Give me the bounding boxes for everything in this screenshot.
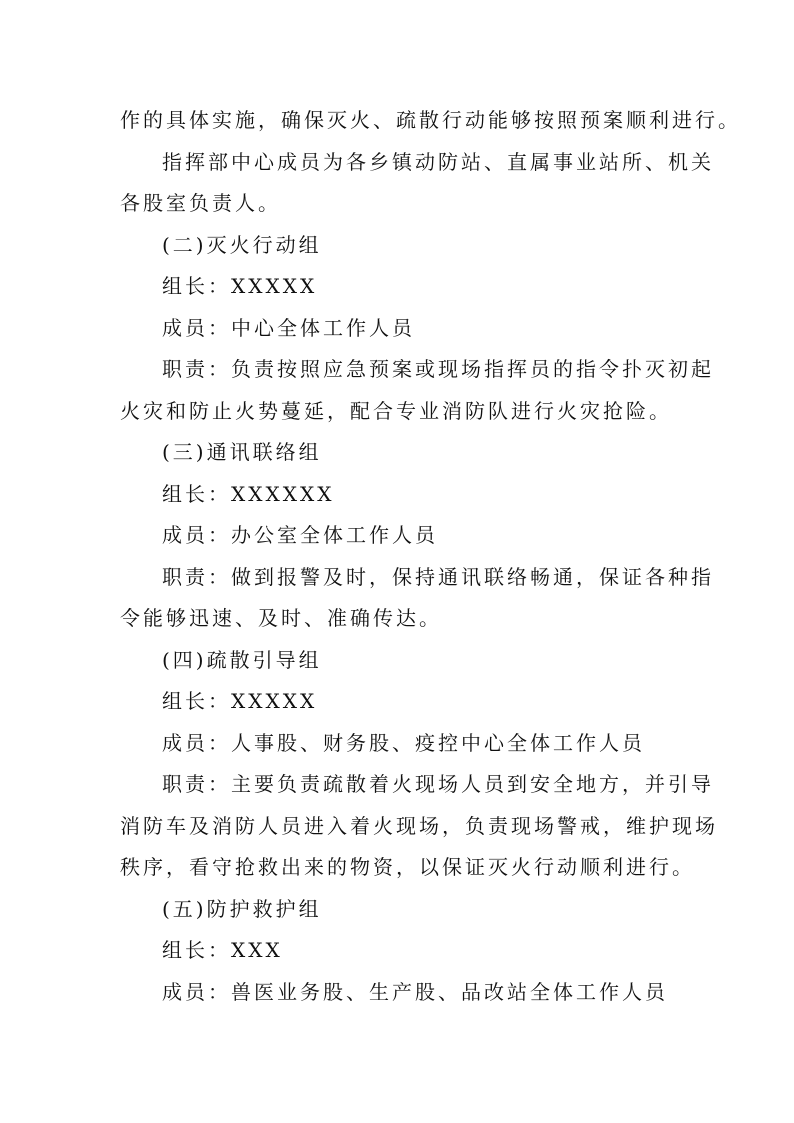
body-text-line: 作的具体实施，确保灭火、疏散行动能够按照预案顺利进行。 (120, 108, 741, 132)
body-text-line: 令能够迅速、及时、准确传达。 (120, 606, 442, 630)
paragraph-first-line: 指挥部中心成员为各乡镇动防站、直属事业站所、机关 (162, 149, 714, 174)
section-heading: (二)灭火行动组 (162, 232, 322, 257)
section-heading: (四)疏散引导组 (162, 647, 322, 672)
body-text-line: 火灾和防止火势蔓延，配合专业消防队进行火灾抢险。 (120, 398, 672, 423)
body-text-line: 各股室负责人。 (120, 191, 281, 215)
group-members-line: 成员：兽医业务股、生产股、品改站全体工作人员 (162, 979, 668, 1004)
group-leader-line: 组长：XXXXX (162, 689, 318, 713)
group-duties-line: 职责：负责按照应急预案或现场指挥员的指令扑灭初起 (162, 357, 714, 381)
group-leader-line: 组长：XXXXX (162, 274, 318, 298)
group-leader-line: 组长：XXX (162, 938, 283, 962)
section-heading: (五)防护救护组 (162, 896, 322, 921)
group-members-line: 成员：办公室全体工作人员 (162, 523, 438, 547)
section-heading: (三)通讯联络组 (162, 440, 322, 464)
group-duties-line: 职责：做到报警及时，保持通讯联络畅通，保证各种指 (162, 564, 714, 589)
group-duties-line: 职责：主要负责疏散着火现场人员到安全地方，并引导 (162, 772, 714, 796)
group-leader-line: 组长：XXXXXX (162, 481, 335, 506)
body-text-line: 秩序，看守抢救出来的物资，以保证灭火行动顺利进行。 (120, 855, 695, 879)
group-members-line: 成员：中心全体工作人员 (162, 315, 415, 340)
body-text-line: 消防车及消防人员进入着火现场，负责现场警戒，维护现场 (120, 813, 718, 838)
group-members-line: 成员：人事股、财务股、疫控中心全体工作人员 (162, 730, 645, 755)
